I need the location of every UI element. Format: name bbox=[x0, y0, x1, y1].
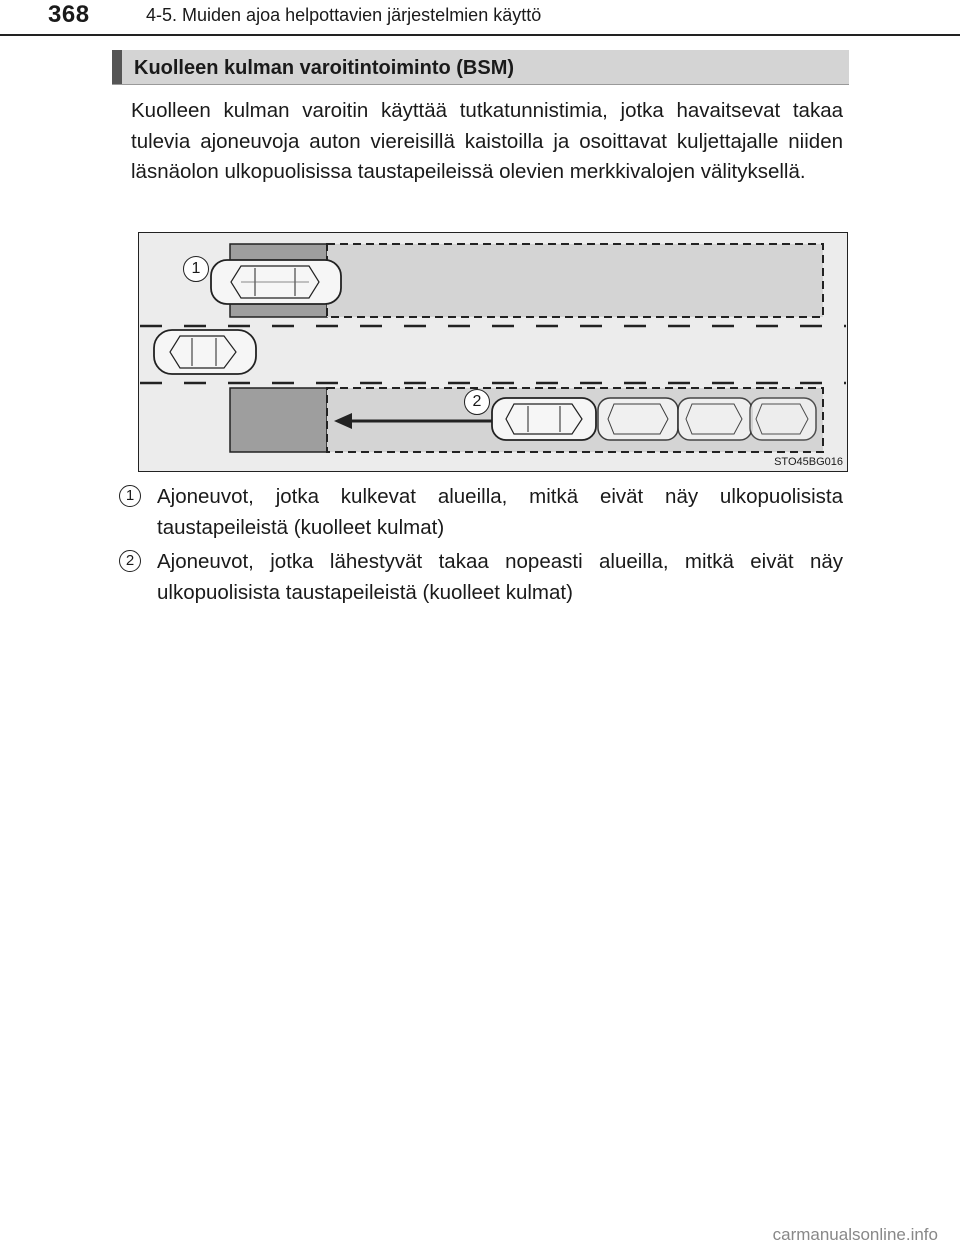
item-number-badge: 1 bbox=[119, 485, 141, 507]
section-heading-bar bbox=[112, 50, 849, 85]
page-number: 368 bbox=[48, 1, 90, 28]
figure-code: STO45BG016 bbox=[774, 456, 843, 468]
footer-watermark: carmanualsonline.info bbox=[772, 1225, 938, 1244]
callout-2: 2 bbox=[464, 389, 490, 415]
car-approaching-trail-1 bbox=[598, 398, 678, 440]
list-item bbox=[119, 482, 843, 543]
intro-paragraph: Kuolleen kulman varoitin käyttää tutkatunnistimia, jotka havaitsevat takaa tulevia ajoneuvoja auton viereisillä kaistoilla ja osoittavat kuljettajalle niiden läsnäolon ulkopuolisissa taustapeileissä olevien merkkivalojen välityksellä. bbox=[131, 99, 843, 183]
car-blind-spot bbox=[211, 260, 341, 304]
item-number-badge: 2 bbox=[119, 550, 141, 572]
bsm-diagram-svg bbox=[138, 232, 848, 472]
car-approaching-lead bbox=[492, 398, 596, 440]
item-text: Ajoneuvot, jotka kulkevat alueilla, mitkä eivät näy ulkopuolisista taustapeileistä (kuolleet kulmat) bbox=[157, 485, 843, 539]
chapter-title: 4-5. Muiden ajoa helpottavien järjestelmien käyttö bbox=[146, 5, 542, 25]
bsm-diagram bbox=[138, 232, 848, 472]
own-car bbox=[154, 330, 256, 374]
callout-1: 1 bbox=[183, 256, 209, 282]
section-accent bbox=[112, 50, 122, 84]
list-item bbox=[119, 547, 843, 608]
car-approaching-trail-3 bbox=[750, 398, 816, 440]
car-approaching-trail-2 bbox=[678, 398, 752, 440]
section-title: Kuolleen kulman varoitintoiminto (BSM) bbox=[134, 57, 515, 79]
item-text: Ajoneuvot, jotka lähestyvät takaa nopeasti alueilla, mitkä eivät näy ulkopuolisista taustapeileistä (kuolleet kulmat) bbox=[157, 550, 843, 604]
header-rule bbox=[0, 34, 960, 36]
